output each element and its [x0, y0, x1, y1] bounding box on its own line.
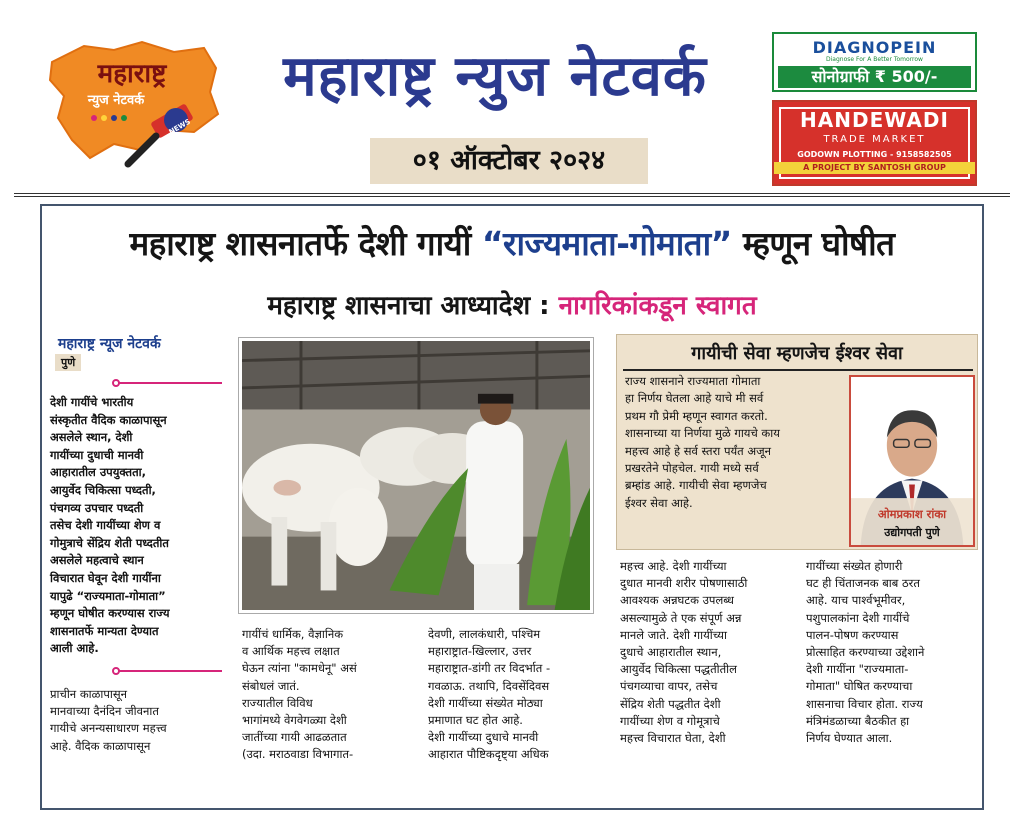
- text-line: देशी गायींचे भारतीय: [50, 395, 134, 409]
- text-line: प्राचीन काळापासून: [50, 687, 128, 701]
- text-line: असलेले स्थान, देशी: [50, 430, 133, 445]
- text-line: विचारात घेवून देशी गायींना: [50, 570, 161, 585]
- ad-tagline: Diagnose For A Better Tomorrow: [826, 56, 923, 63]
- quote-box: [616, 334, 978, 550]
- text-line: असल्यामुळे ते एक संपूर्ण अन्न: [620, 610, 742, 625]
- text-line: मानले जाते. देशी गायींच्या: [620, 627, 727, 642]
- text-line: ब्रम्हांड आहे. गायीची सेवा म्हणजेच: [625, 478, 767, 493]
- text-line: महाराष्ट्रात-खिल्लार, उत्तर: [428, 644, 532, 659]
- text-line: देशी गायींच्या दुधाचे मानवी: [428, 730, 539, 745]
- person-name: ओमप्रकाश रांका: [877, 507, 947, 521]
- intro-paragraph: [50, 394, 222, 658]
- text-line: महत्त्व आहे. देशी गायींच्या: [620, 559, 727, 573]
- text-line: गोमुत्राचे सेंद्रिय शेती पध्दतीत: [50, 535, 169, 550]
- masthead-header: [0, 0, 1024, 190]
- text-line: आहे. वैदिक काळापासून: [50, 738, 151, 753]
- text-line: आली आहे.: [50, 641, 99, 656]
- text-line: घट ही चिंताजनक बाब ठरत: [806, 576, 920, 591]
- text-line: देवणी, लालकंधारी, पश्चिम: [428, 627, 541, 641]
- text-line: शासनाच्या या निर्णया मुळे गायचे काय: [625, 426, 780, 441]
- text-line: दुधाचे आहारातील स्थान,: [620, 645, 722, 660]
- text-line: शासनातर्फे मान्यता देण्यात: [50, 623, 159, 638]
- text-line: महाराष्ट्रात-डांगी तर विदर्भात -: [428, 661, 551, 676]
- text-line: ईश्वर सेवा आहे.: [625, 495, 693, 510]
- text-line: म्हणून घोषीत करण्यास राज्य: [50, 606, 170, 621]
- issue-date: ०१ ऑक्टोबर २०२४: [370, 138, 648, 184]
- headline-pre: महाराष्ट्र शासनातर्फे देशी गायीं: [129, 224, 482, 263]
- text-line: भागांमध्ये वेगवेगळ्या देशी: [242, 713, 347, 728]
- handewadi-ad[interactable]: [772, 100, 977, 186]
- text-line: महत्त्व विचारात घेता, देशी: [620, 731, 726, 746]
- body-column-2: [242, 626, 412, 764]
- text-line: असलेले महत्वाचे स्थान: [50, 553, 144, 568]
- headline-highlight: “राज्यमाता-गोमाता”: [481, 224, 732, 263]
- diagnopein-ad[interactable]: [772, 32, 977, 92]
- text-line: देशी गायींना "राज्यमाता-: [806, 662, 909, 677]
- quote-title: गायीची सेवा म्हणजेच ईश्वर सेवा: [691, 343, 903, 364]
- body-column-5: [806, 558, 978, 747]
- text-line: राज्यातील विविध: [242, 695, 313, 710]
- logo-sub-text: न्युज नेटवर्क: [87, 93, 145, 108]
- text-line: गवळाऊ. तथापि, दिवसेंदिवस: [428, 678, 550, 693]
- dateline-place: पुणे: [55, 354, 81, 371]
- text-line: तसेच देशी गायींच्या शेण व: [50, 518, 161, 533]
- person-title: उद्योगपती पुणे: [884, 526, 940, 539]
- quote-text: [625, 373, 853, 512]
- text-line: जातींच्या गायी आढळतात: [242, 730, 347, 745]
- text-line: आयुर्वेद चिकित्सा पध्दती,: [50, 482, 156, 497]
- text-line: यापुढे “राज्यमाता-गोमाता”: [50, 588, 166, 603]
- person-shape: [466, 394, 523, 610]
- text-line: घेऊन त्यांना "कामधेनू" असं: [242, 661, 357, 676]
- ad-plotting: GODOWN PLOTTING - 9158582505: [797, 150, 952, 159]
- text-line: गायींच्या संख्येत होणारी: [806, 559, 903, 573]
- text-line: प्रथम गौ प्रेमी म्हणून स्वागत करतो.: [625, 408, 768, 423]
- logo-main-text: महाराष्ट्र: [97, 59, 167, 89]
- maharashtra-map-logo: [44, 40, 222, 168]
- text-line: शासनाचा विचार होता. राज्य: [806, 696, 923, 711]
- quote-rule: [623, 369, 973, 371]
- text-line: मानवाच्या दैनंदिन जीवनात: [50, 704, 159, 719]
- text-line: राज्य शासनाने राज्यमाता गोमाता: [625, 374, 761, 388]
- text-line: आहे. याच पार्श्वभूमीवर,: [806, 593, 906, 608]
- byline: महाराष्ट्र न्यूज नेटवर्क: [58, 336, 161, 352]
- body-column-1: [50, 686, 222, 755]
- section-divider: [116, 666, 222, 676]
- text-line: देशी गायींच्या संख्येत मोठ्या: [428, 695, 543, 710]
- text-line: गोमाता" घोषित करण्याचा: [806, 679, 913, 694]
- text-line: प्रोत्साहित करण्याच्या उद्देशाने: [806, 645, 925, 660]
- text-line: (उदा. मराठवाडा विभागात-: [242, 747, 354, 762]
- text-line: गायीचे अनन्यसाधारण महत्त्व: [50, 721, 167, 736]
- text-line: पालन-पोषण करण्यास: [806, 627, 899, 642]
- text-line: संबोधलं जातं.: [242, 678, 300, 693]
- text-line: गायींचं धार्मिक, वैज्ञानिक: [242, 627, 344, 641]
- ad-name: HANDEWADI: [800, 108, 949, 132]
- text-line: महत्त्व आहे हे सर्व स्तरा पर्यंत अजून: [625, 443, 772, 458]
- text-line: पंचगव्य उपचार पध्दती: [50, 500, 144, 515]
- text-line: सेंद्रिय शेती पद्धतीत देशी: [620, 696, 721, 711]
- article-headline: [42, 220, 982, 265]
- headline-post: म्हणून घोषीत: [731, 224, 895, 263]
- text-line: आवश्यक अन्नघटक उपलब्ध: [620, 593, 734, 608]
- text-line: प्रखरतेने पोहचेल. गायी मध्ये सर्व: [625, 461, 759, 476]
- text-line: हा निर्णय घेतला आहे याचे मी सर्व: [625, 391, 764, 406]
- text-line: पशुपालकांना देशी गायींचे: [806, 610, 910, 625]
- article-frame: [40, 204, 984, 810]
- text-line: व आर्थिक महत्त्व लक्षात: [242, 644, 340, 659]
- mic-label: NEWS: [167, 117, 192, 137]
- text-line: आहारात पौष्टिकदृष्ट्या अधिक: [428, 747, 549, 762]
- text-line: निर्णय घेण्यात आला.: [806, 731, 893, 746]
- article-subhead: [42, 286, 982, 322]
- text-line: संस्कृतीत वैदिक काळापासून: [50, 412, 167, 427]
- text-line: दुधात मानवी शरीर पोषणासाठी: [620, 576, 748, 591]
- ad-subtitle: TRADE MARKET: [823, 134, 926, 145]
- header-rule: [14, 193, 1010, 197]
- text-line: आयुर्वेद चिकित्सा पद्धतीतील: [620, 662, 737, 677]
- body-column-3: [428, 626, 598, 764]
- text-line: गायींच्या शेण व गोमूत्राचे: [620, 713, 720, 728]
- ad-offer: सोनोग्राफी ₹ 500/-: [778, 66, 971, 88]
- text-line: पंचगव्याचा वापर, तसेच: [620, 679, 718, 694]
- masthead-title: महाराष्ट्र न्युज नेटवर्क: [283, 44, 707, 109]
- section-divider: [116, 378, 222, 388]
- subhead-highlight: नागरिकांकडून स्वागत: [558, 291, 757, 321]
- text-line: प्रमाणात घट होत आहे.: [428, 713, 523, 728]
- ad-project: A PROJECT BY SANTOSH GROUP: [774, 162, 975, 174]
- article-photo[interactable]: [239, 338, 593, 613]
- body-column-4: [620, 558, 790, 747]
- ad-brand: DIAGNOPEIN: [812, 38, 937, 57]
- text-line: मंत्रिमंडळाच्या बैठकीत हा: [806, 713, 910, 728]
- subhead-pre: महाराष्ट्र शासनाचा आध्यादेश :: [267, 291, 559, 321]
- text-line: आहारातील उपयुक्तता,: [50, 465, 146, 480]
- text-line: गायींच्या दुधाची मानवी: [50, 447, 144, 462]
